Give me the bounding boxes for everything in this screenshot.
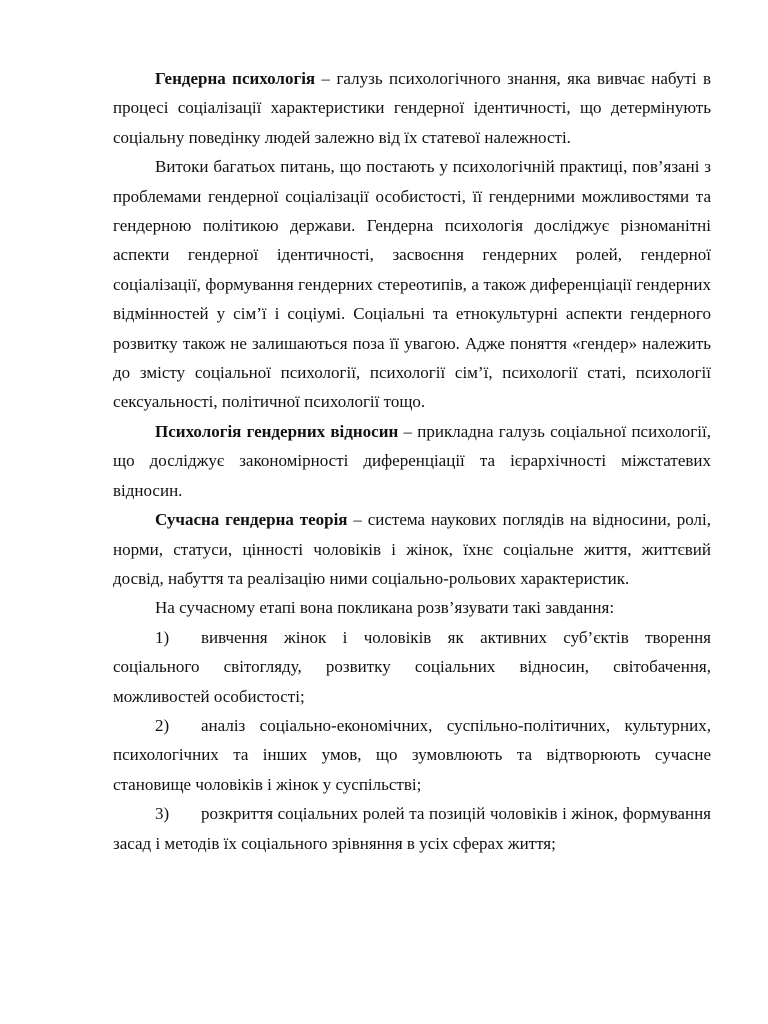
- list-item-number: 3): [155, 804, 170, 824]
- document-page: [113, 64, 711, 858]
- list-item: [113, 623, 711, 711]
- paragraph-text: На сучасному етапі вона покликана розв’язувати такі завдання:: [155, 598, 615, 618]
- definition-text: – прикладна галузь соціальної психології, що досліджує закономірності диференціації та ієрархічності міжстатевих відносин.: [113, 421, 711, 500]
- paragraph-modern-gender-theory-definition: [113, 505, 711, 593]
- paragraph-gender-psychology-definition: [113, 64, 711, 152]
- term-modern-gender-theory: Сучасна гендерна теорія: [155, 510, 348, 530]
- paragraph-origins: [113, 152, 711, 417]
- list-item: [113, 799, 711, 858]
- paragraph-tasks-intro: [113, 593, 711, 622]
- list-item-text: аналіз соціально-економічних, суспільно-політичних, культурних, психологічних та інших умов, що зумовлюють та відтворюють сучасне становище чоловіків і жінок у суспільстві;: [113, 715, 711, 794]
- list-item-text: вивчення жінок і чоловіків як активних суб’єктів творення соціального світогляду, розвитку соціальних відносин, світобачення, можливостей особистості;: [113, 627, 711, 706]
- list-item-number: 2): [155, 715, 170, 735]
- term-gender-relations-psychology: Психологія гендерних відносин: [155, 421, 399, 441]
- paragraph-text: Витоки багатьох питань, що постають у психологічній практиці, пов’язані з проблемами гендерної соціалізації особистості, її гендерними можливостями та гендерною політикою держави. Гендерна психологія досліджує різноманітні аспекти гендерної ідентичності, засвоєння гендерних ролей, гендерної соціалізації, формування гендерних стереотипів, а також диференціації гендерних відмінностей у сім’ї і соціумі. Соціальні та етнокультурні аспекти гендерного розвитку також не залишаються поза її увагою. Адже поняття «гендер» належить до змісту соціальної психології, психології сім’ї, психології статі, психології сексуальності, політичної психології тощо.: [113, 157, 711, 412]
- list-item-number: 1): [155, 627, 170, 647]
- term-gender-psychology: Гендерна психологія: [155, 69, 316, 88]
- paragraph-gender-relations-definition: [113, 417, 711, 505]
- list-item: [113, 711, 711, 799]
- list-item-text: розкриття соціальних ролей та позицій чоловіків і жінок, формування засад і методів їх соціального зрівняння в усіх сферах життя;: [113, 804, 711, 853]
- definition-text: – система наукових поглядів на відносини, ролі, норми, статуси, цінності чоловіків і жінок, їхнє соціальне життя, життєвий досвід, набуття та реалізацію ними соціально-рольових характеристик.: [113, 510, 711, 588]
- definition-text: – галузь психологічного знання, яка вивчає набуті в процесі соціалізації характеристики гендерної ідентичності, що детермінують соціальну поведінку людей залежно від їх статевої належності.: [113, 69, 712, 147]
